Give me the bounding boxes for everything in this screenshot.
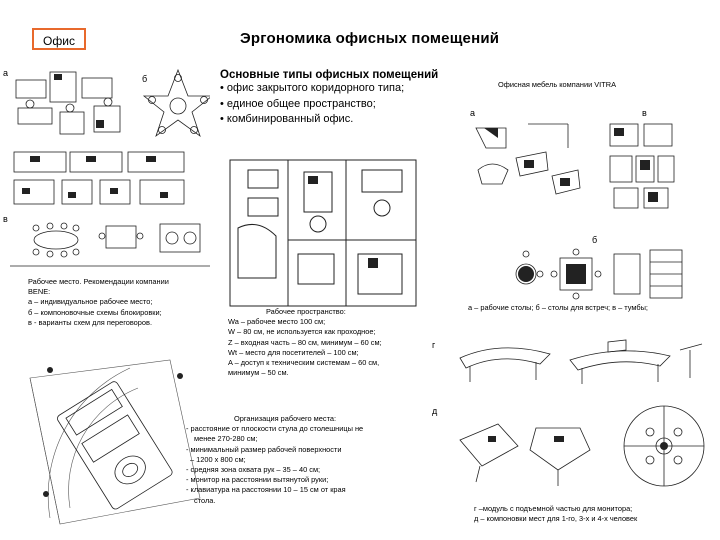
workstation-compositions-drawing	[440, 400, 710, 496]
meeting-schemes-drawings	[10, 216, 210, 272]
workspace-caption-line: минимум – 50 см.	[228, 368, 289, 378]
organization-line: - минимальный размер рабочей поверхности	[186, 444, 342, 454]
workspace-caption-line: W – 80 см, не используется как проходное;	[228, 327, 376, 337]
right-caption-gd-line: г –модуль с подъемной частью для монитора;	[474, 504, 633, 513]
label-b-left: б	[142, 74, 148, 84]
workspace-caption-line: Wa – рабочее место 100 см;	[228, 317, 326, 327]
label-d: д	[432, 406, 438, 416]
workspace-caption-line: A – доступ к техническим системам – 60 см,	[228, 358, 380, 368]
organization-line: - монитор на расстоянии вытянутой руки;	[186, 475, 329, 485]
left-caption-line: BENE:	[28, 287, 51, 297]
right-caption-gd-line: д – компоновки мест для 1-го, 3-х и 4-х человек	[474, 514, 638, 524]
left-caption-line: б – компоновочные схемы блокировки;	[28, 307, 162, 317]
organization-title: Организация рабочего места:	[234, 414, 337, 423]
organization-line: - расстояние от плоскости стула до столешницы не	[186, 424, 364, 434]
office-floor-plan	[228, 158, 418, 308]
office-type-item: • комбинированный офис.	[220, 113, 354, 125]
left-caption-line: Рабочее место. Рекомендации компании	[28, 277, 169, 286]
workspace-caption-line: Wt – место для посетителей – 100 см;	[228, 347, 359, 357]
organization-line: – 1200 х 800 см;	[190, 454, 246, 464]
label-a-right: а	[470, 108, 476, 118]
organization-line: - клавиатура на расстоянии 10 – 15 см от края	[186, 485, 346, 495]
label-g: г	[432, 340, 436, 350]
workspace-caption-title: Рабочее пространство:	[266, 307, 346, 316]
label-v-left: в	[3, 214, 8, 224]
left-caption	[28, 277, 169, 328]
vitra-cabinets-drawing	[600, 116, 680, 216]
page-title: Эргономика офисных помещений	[240, 30, 500, 47]
left-caption-line: а – индивидуальное рабочее место;	[28, 297, 153, 307]
blocking-schemes-drawings	[10, 148, 210, 212]
label-b-right: б	[592, 235, 598, 245]
individual-workplace-drawings	[10, 62, 210, 142]
office-type-item: • офис закрытого коридорного типа;	[220, 82, 405, 94]
office-types-block	[220, 69, 438, 128]
right-caption-abv: а – рабочие столы; б – столы для встреч; в – тумбы;	[468, 303, 648, 312]
workspace-caption	[228, 307, 382, 378]
office-tag: Офис	[32, 28, 86, 50]
right-caption-gd	[474, 504, 637, 524]
label-a-left: а	[3, 68, 9, 78]
vitra-desks-drawing	[468, 118, 592, 204]
workspace-caption-line: Z – входная часть – 80 см, минимум – 60 см;	[228, 337, 382, 347]
vitra-meeting-tables-drawing	[510, 244, 690, 306]
office-type-item: • единое общее пространство;	[220, 97, 376, 110]
vitra-title: Офисная мебель компании VITRA	[498, 80, 617, 89]
organization-caption	[186, 414, 363, 506]
organization-line: менее 270-280 см;	[194, 434, 258, 444]
monitor-module-drawing	[440, 330, 710, 390]
organization-line: - средняя зона охвата рук – 35 – 40 см;	[186, 465, 321, 475]
office-types-title: Основные типы офисных помещений	[220, 69, 439, 81]
left-caption-line: в - варианты схем для переговоров.	[28, 317, 152, 327]
organization-line: стола.	[194, 495, 216, 505]
label-v-right: в	[642, 108, 647, 118]
